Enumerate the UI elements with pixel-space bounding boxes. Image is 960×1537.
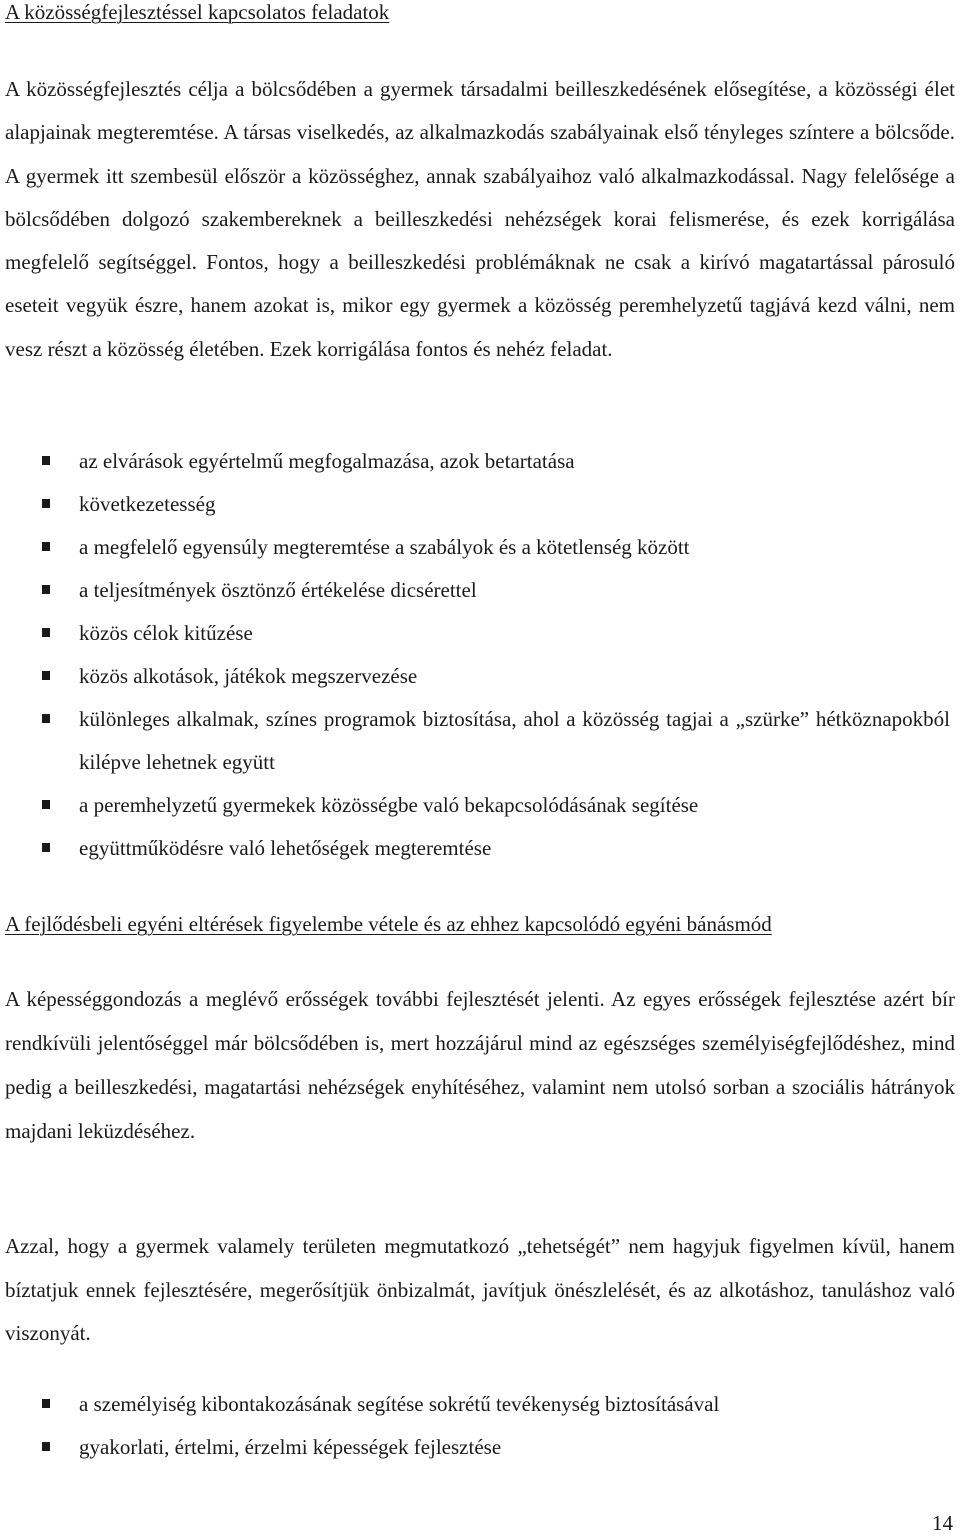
list-item xyxy=(0,827,960,870)
list-item-text: az elvárások egyértelmű megfogalmazása, azok betartatása xyxy=(79,449,575,473)
section-heading-community: A közösségfejlesztéssel kapcsolatos feladatok xyxy=(5,0,390,24)
square-bullet-icon xyxy=(42,671,50,680)
section-heading-individual: A fejlődésbeli egyéni eltérések figyelembe vétele és az ehhez kapcsolódó egyéni bánásmód xyxy=(5,912,772,936)
square-bullet-icon xyxy=(42,628,50,637)
square-bullet-icon xyxy=(42,1399,50,1408)
list-item-text: közös célok kitűzése xyxy=(79,621,253,645)
list-item xyxy=(0,612,960,655)
list-item-text: a megfelelő egyensúly megteremtése a szabályok és a kötetlenség között xyxy=(79,535,690,559)
square-bullet-icon xyxy=(42,1442,50,1451)
square-bullet-icon xyxy=(42,714,50,723)
page-number: 14 xyxy=(932,1511,953,1535)
square-bullet-icon xyxy=(42,456,50,465)
paragraph-talent: Azzal, hogy a gyermek valamely területen megmutatkozó „tehetségét” nem hagyjuk figyelmen kívül, hanem bíztatjuk ennek fejlesztésére, megerősítjük önbizalmát, javítjuk önészlelését, és az alkotáshoz, tanuláshoz való viszonyát. xyxy=(5,1234,955,1345)
list-item-text: a személyiség kibontakozásának segítése sokrétű tevékenység biztosításával xyxy=(79,1392,720,1416)
list-item xyxy=(0,569,960,612)
list-item-text: a teljesítmények ösztönző értékelése dicsérettel xyxy=(79,578,477,602)
list-item xyxy=(0,1383,960,1426)
square-bullet-icon xyxy=(42,843,50,852)
square-bullet-icon xyxy=(42,499,50,508)
square-bullet-icon xyxy=(42,800,50,809)
paragraph-community-intro: A közösségfejlesztés célja a bölcsődében a gyermek társadalmi beilleszkedésének elősegítése, a közösségi élet alapjainak megteremtése. A társas viselkedés, az alkalmazkodás szabályainak első tényleges színtere a bölcsőde. A gyermek itt szembesül először a közösséghez, annak szabályaihoz való alkalmazkodással. Nagy felelősége a bölcsődében dolgozó szakembereknek a beilleszkedési nehézségek korai felismerése, és ezek korrigálása megfelelő segítséggel. Fontos, hogy a beilleszkedési problémáknak ne csak a kirívó magatartással párosuló eseteit vegyük észre, hanem azokat is, mikor egy gyermek a közösség peremhelyzetű tagjává kezd válni, nem vesz részt a közösség életében. Ezek korrigálása fontos és nehéz feladat. xyxy=(5,77,955,361)
list-item-text: gyakorlati, értelmi, érzelmi képességek fejlesztése xyxy=(79,1435,502,1459)
list-item xyxy=(0,1426,960,1469)
ability-development-list xyxy=(0,1383,960,1469)
list-item-text: következetesség xyxy=(79,492,216,516)
list-item xyxy=(0,784,960,827)
list-item xyxy=(0,655,960,698)
square-bullet-icon xyxy=(42,542,50,551)
list-item-text: különleges alkalmak, színes programok biztosítása, ahol a közösség tagjai a „szürke” hétköznapokból kilépve lehetnek együtt xyxy=(79,707,950,774)
list-item xyxy=(0,483,960,526)
list-item xyxy=(0,526,960,569)
square-bullet-icon xyxy=(42,585,50,594)
list-item xyxy=(0,440,960,483)
list-item xyxy=(0,698,960,784)
list-item-text: együttműködésre való lehetőségek megteremtése xyxy=(79,836,492,860)
list-item-text: közös alkotások, játékok megszervezése xyxy=(79,664,418,688)
community-tasks-list xyxy=(0,440,960,870)
list-item-text: a peremhelyzetű gyermekek közösségbe való bekapcsolódásának segítése xyxy=(79,793,699,817)
paragraph-ability-care: A képességgondozás a meglévő erősségek további fejlesztését jelenti. Az egyes erősségek fejlesztése azért bír rendkívüli jelentőséggel már bölcsődében is, mert hozzájárul mind az egészséges személyiségfejlődéshez, mind pedig a beilleszkedési, magatartási nehézségek enyhítéséhez, valamint nem utolsó sorban a szociális hátrányok majdani leküzdéséhez. xyxy=(5,987,955,1143)
